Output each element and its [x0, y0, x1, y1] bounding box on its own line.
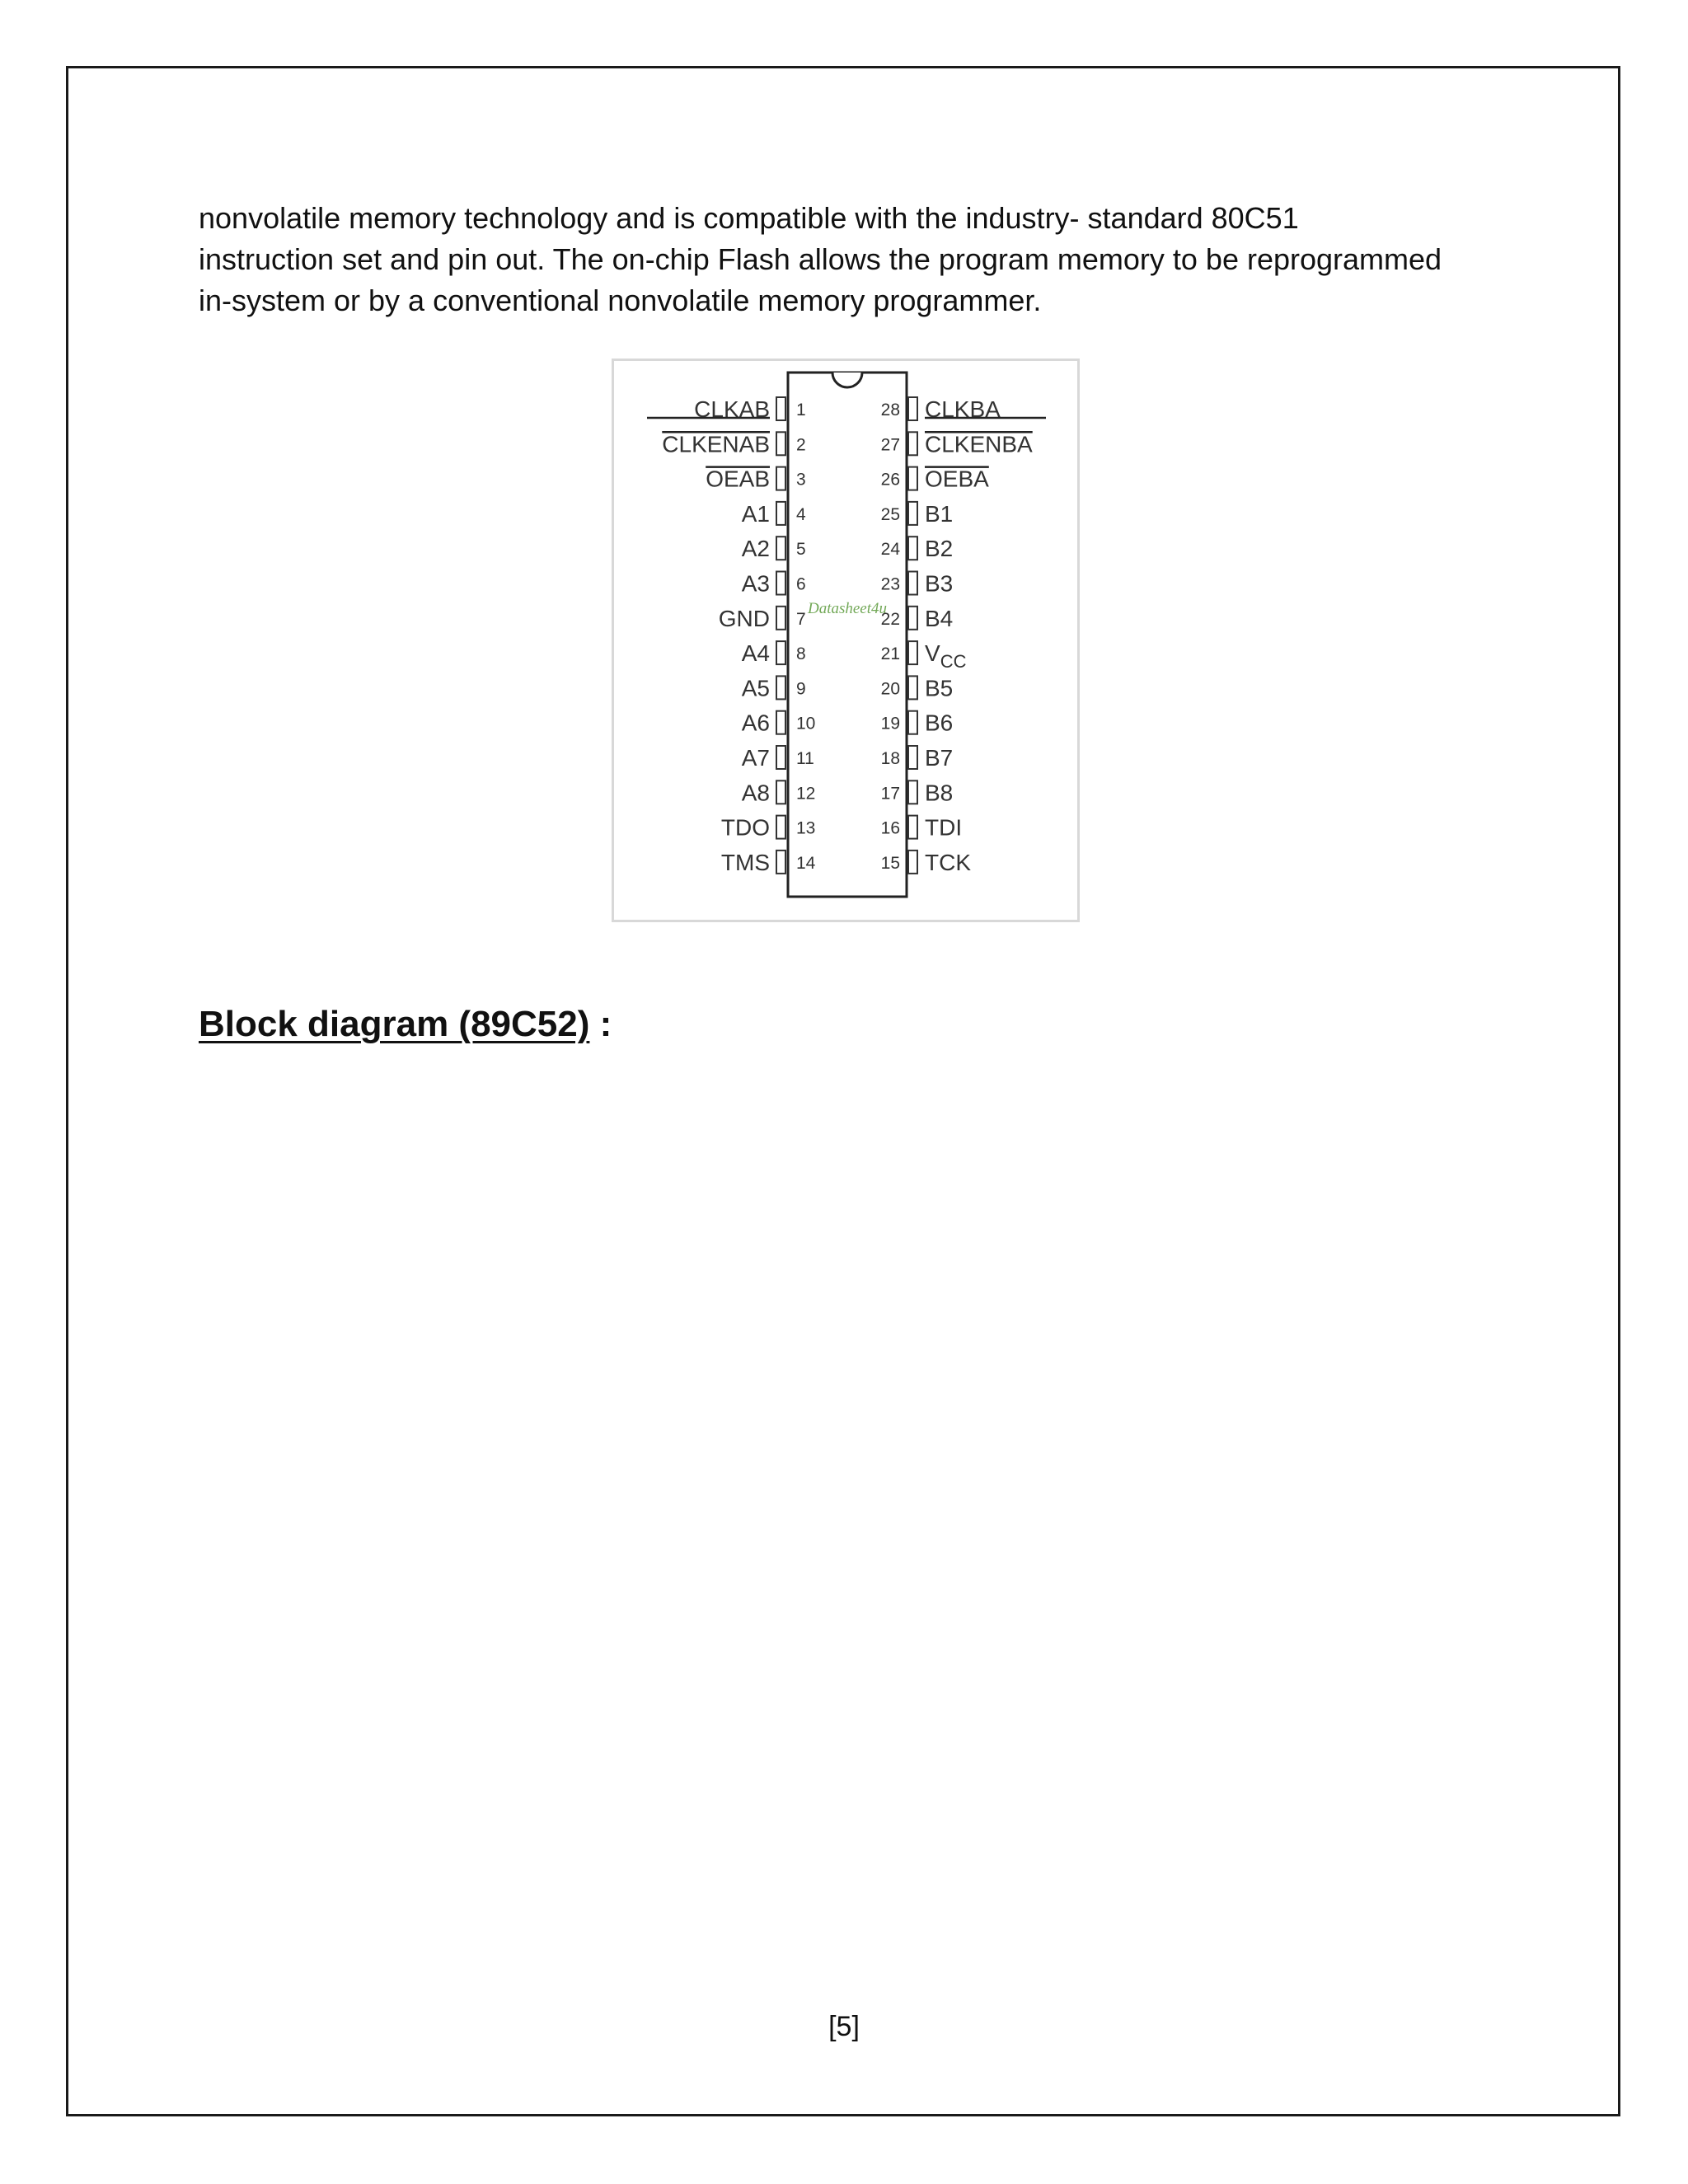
right-pin-name: B1: [925, 500, 954, 527]
right-pin-number: 24: [880, 540, 900, 560]
right-pin-stub: [908, 572, 917, 595]
right-pin-number: 28: [880, 401, 900, 419]
right-pin-stub: [908, 537, 917, 560]
right-pin-number: 21: [880, 644, 900, 664]
right-pin-number: 16: [880, 818, 900, 838]
right-pin-name: B3: [925, 570, 954, 597]
right-pin-stub: [908, 816, 917, 839]
left-pin-number: 2: [796, 435, 806, 455]
right-pin-stub: [908, 676, 917, 699]
right-pin-stub: [908, 502, 917, 525]
right-pin-number: 25: [880, 504, 900, 524]
right-pin-name: OEBA: [925, 466, 989, 492]
right-pin-stub: [908, 397, 917, 420]
left-pin-name: A5: [741, 675, 770, 701]
left-pin-number: 13: [796, 818, 816, 838]
left-pin-name: CLKENAB: [662, 431, 770, 457]
right-pin-number: 26: [880, 470, 900, 490]
left-pin-stub: [776, 641, 785, 664]
right-pin-number: 22: [880, 609, 900, 629]
right-pin-stub: [908, 432, 917, 455]
left-pin-name: TDO: [720, 814, 770, 841]
right-pin-name: B7: [925, 745, 954, 771]
right-pin-number: 23: [880, 574, 900, 594]
left-pin-number: 11: [796, 749, 814, 768]
left-pin-stub: [776, 780, 785, 804]
right-pin-number: 17: [880, 784, 900, 804]
right-pin-number: 15: [880, 853, 900, 873]
left-pin-number: 6: [796, 574, 806, 594]
left-pin-stub: [776, 432, 785, 455]
right-pin-stub: [908, 467, 917, 490]
left-pin-stub: [776, 816, 785, 839]
page-number: [5]: [828, 2011, 860, 2042]
left-pin-number: 9: [796, 679, 806, 699]
right-pin-name: CLKBA: [925, 396, 1001, 422]
left-pin-name: A4: [741, 640, 770, 667]
left-pin-number: 10: [796, 714, 816, 733]
body-paragraph: [199, 198, 1550, 321]
left-pin-name: A6: [741, 710, 770, 736]
left-pin-number: 5: [796, 540, 806, 560]
right-pin-stub: [908, 746, 917, 769]
right-pin-stub: [908, 711, 917, 734]
left-pin-name: A3: [741, 570, 770, 597]
heading-title: Block diagram (89C52): [199, 1004, 590, 1044]
left-pin-name: A7: [741, 745, 770, 771]
paragraph-line-1: nonvolatile memory technology and is compatible with the industry- standard 80C51: [199, 201, 1299, 235]
pinout-figure: [612, 359, 1080, 922]
left-pin-stub: [776, 676, 785, 699]
left-pin-stub: [776, 746, 785, 769]
left-pin-stub: [776, 711, 785, 734]
paragraph-line-3: in-system or by a conventional nonvolatile memory programmer.: [199, 284, 1042, 317]
right-pin-name: B5: [925, 675, 954, 701]
right-pin-name: B8: [925, 780, 954, 806]
left-pin-number: 12: [796, 784, 816, 804]
left-pin-number: 14: [796, 853, 816, 873]
heading-suffix: :: [589, 1004, 612, 1044]
left-pin-stub: [776, 851, 785, 874]
right-pin-number: 27: [880, 435, 900, 455]
left-pin-number: 7: [796, 609, 806, 629]
watermark-text: Datasheet4u: [807, 600, 888, 617]
right-pin-number: 19: [880, 714, 900, 733]
left-pin-stub: [776, 502, 785, 525]
left-pin-name: A1: [741, 500, 770, 527]
right-pin-stub: [908, 851, 917, 874]
left-pin-stub: [776, 467, 785, 490]
left-pin-name: A8: [741, 780, 770, 806]
left-pin-number: 3: [796, 470, 806, 490]
left-pin-stub: [776, 397, 785, 420]
right-pin-stub: [908, 641, 917, 664]
left-pin-number: 8: [796, 644, 806, 664]
right-pin-name: TCK: [925, 849, 971, 875]
paragraph-line-2: instruction set and pin out. The on-chip Flash allows the program memory to be reprogrammed: [199, 242, 1442, 276]
right-pin-name: CLKENBA: [925, 431, 1033, 457]
left-pin-name: OEAB: [706, 466, 770, 492]
right-pin-number: 20: [880, 679, 900, 699]
left-pin-stub: [776, 607, 785, 630]
left-pin-name: GND: [718, 605, 770, 631]
right-pin-name: B2: [925, 536, 954, 562]
right-pin-stub: [908, 780, 917, 804]
left-pin-stub: [776, 572, 785, 595]
right-pin-name: TDI: [925, 814, 963, 841]
right-pin-name: $V_{CC}$: [925, 640, 967, 673]
right-pin-name: B6: [925, 710, 954, 736]
left-pin-number: 1: [796, 401, 806, 419]
right-pin-number: 18: [880, 749, 900, 768]
left-pin-name: CLKAB: [694, 396, 770, 422]
right-pin-name: B4: [925, 605, 954, 631]
right-pin-stub: [908, 607, 917, 630]
section-heading: [199, 1004, 612, 1045]
left-pin-name: A2: [741, 536, 770, 562]
pinout-diagram: [614, 361, 1077, 920]
left-pin-number: 4: [796, 504, 806, 524]
left-pin-name: TMS: [720, 849, 770, 875]
left-pin-stub: [776, 537, 785, 560]
